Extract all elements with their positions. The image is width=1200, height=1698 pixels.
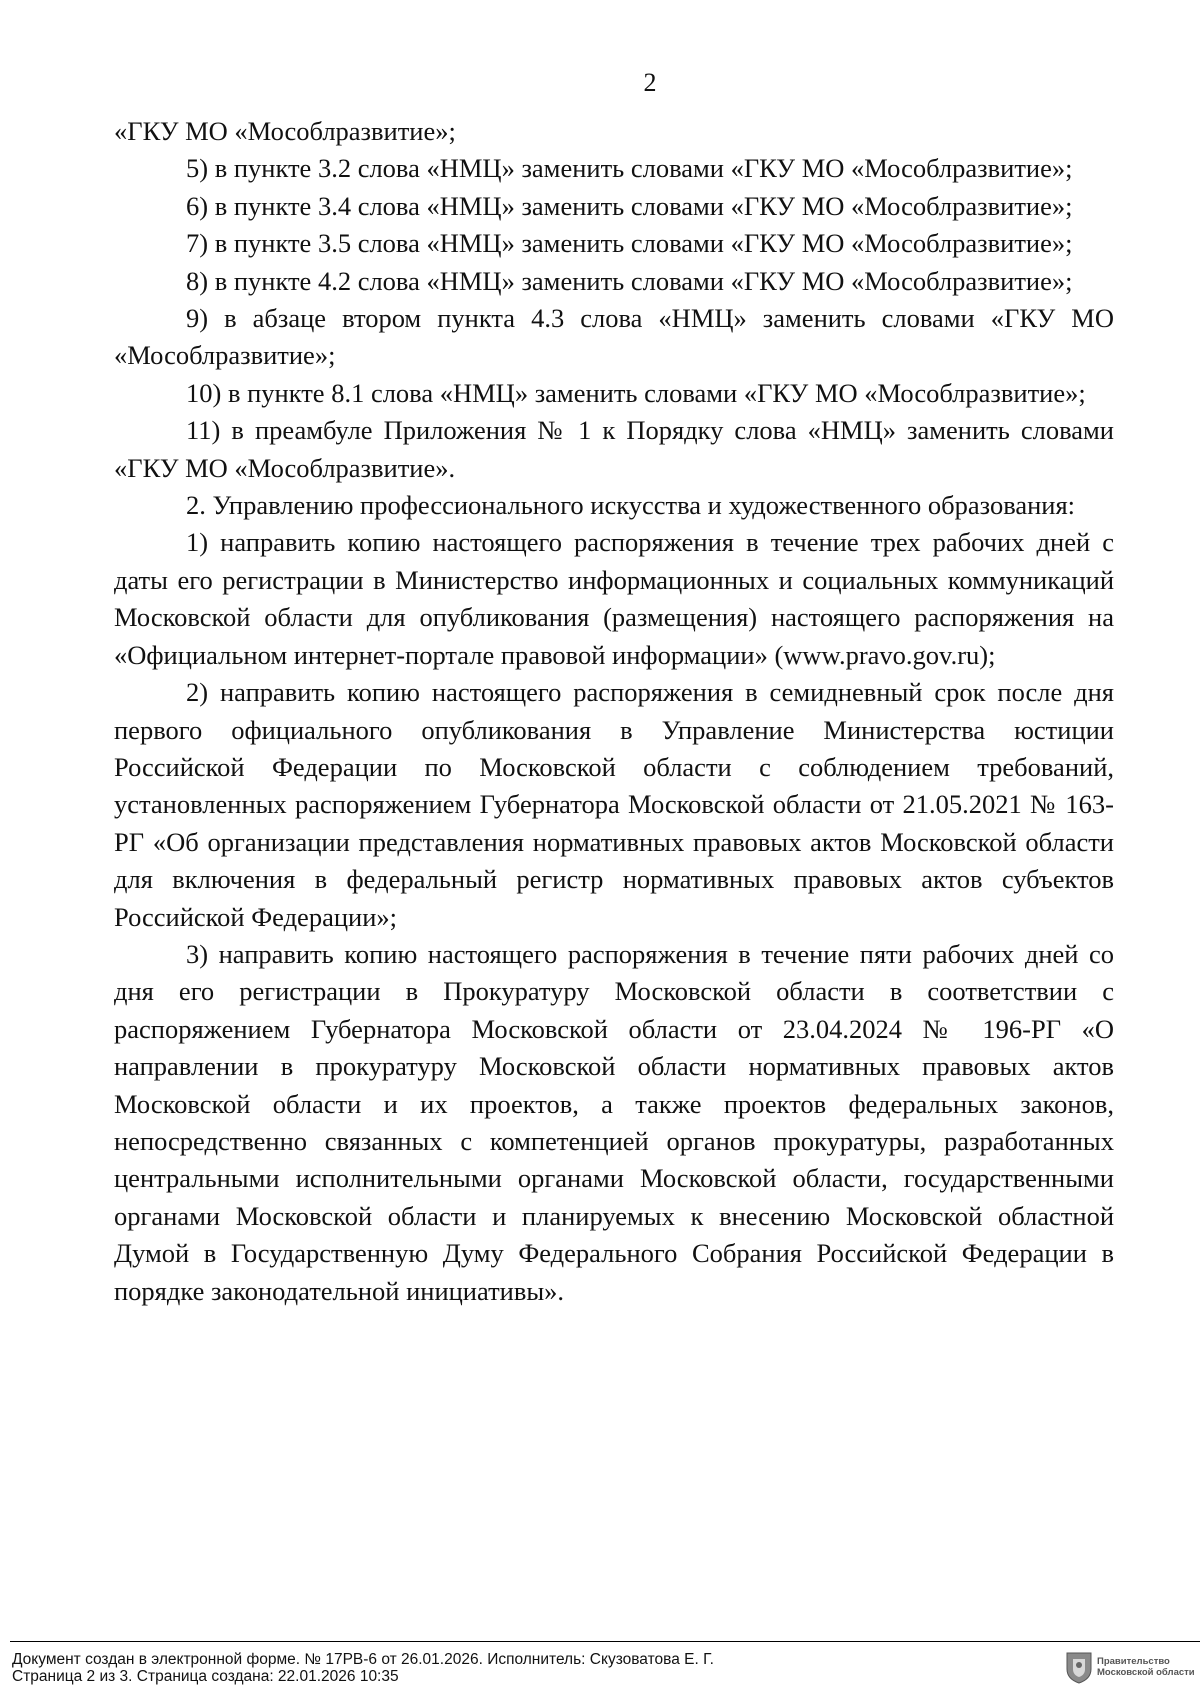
document-body <box>114 113 1114 1310</box>
paragraph: 11) в преамбуле Приложения № 1 к Порядку слова «НМЦ» заменить словами «ГКУ МО «Мособлразвитие». <box>114 415 1114 483</box>
paragraph: 2. Управлению профессионального искусства и художественного образования: <box>186 490 1076 521</box>
footer-document-info: Документ создан в электронной форме. № 17РВ-6 от 26.01.2026. Исполнитель: Скузоватова Е. Г. <box>12 1651 714 1668</box>
logo-line: Правительство <box>1097 1656 1170 1667</box>
paragraph: 10) в пункте 8.1 слова «НМЦ» заменить словами «ГКУ МО «Мособлразвитие»; <box>186 377 1086 408</box>
footer-info <box>12 1651 714 1685</box>
paragraph: 7) в пункте 3.5 слова «НМЦ» заменить словами «ГКУ МО «Мособлразвитие»; <box>186 228 1073 259</box>
paragraph: 9) в абзаце втором пункта 4.3 слова «НМЦ» заменить словами «ГКУ МО «Мособлразвитие»; <box>114 303 1114 371</box>
paragraph: 5) в пункте 3.2 слова «НМЦ» заменить словами «ГКУ МО «Мособлразвитие»; <box>186 153 1073 184</box>
paragraph: 3) направить копию настоящего распоряжения в течение пяти рабочих дней со дня его регистрации в Прокуратуру Московской области в соответствии с распоряжением Губернатора Московской области от 23.04.2024 № 196-РГ «О направлении в прокуратуру Московской области нормативных правовых актов Московской области и их проектов, а также проектов федеральных законов, непосредственно связанных с компетенцией органов прокуратуры, разработанных центральными исполнительными органами Московской области, государственными органами Московской области и планируемых к внесению Московской областной Думой в Государственную Думу Федерального Собрания Российской Федерации в порядке законодательной инициативы». <box>114 938 1114 1306</box>
logo-line: Московской области <box>1097 1667 1195 1678</box>
footer-page-info: Страница 2 из 3. Страница создана: 22.01.2026 10:35 <box>12 1668 399 1685</box>
paragraph: «ГКУ МО «Мособлразвитие»; <box>114 116 456 146</box>
coat-of-arms-icon <box>1065 1649 1093 1685</box>
paragraph: 6) в пункте 3.4 слова «НМЦ» заменить словами «ГКУ МО «Мособлразвитие»; <box>186 190 1073 221</box>
paragraph: 8) в пункте 4.2 слова «НМЦ» заменить словами «ГКУ МО «Мособлразвитие»; <box>186 265 1073 296</box>
paragraph: 2) направить копию настоящего распоряжения в семидневный срок после дня первого официального опубликования в Управление Министерства юстиции Российской Федерации по Московской области с соблюдением требований, установленных распоряжением Губернатора Московской области от 21.05.2021 № 163-РГ «Об организации представления нормативных правовых актов Московской области для включения в федеральный регистр нормативных правовых актов субъектов Российской Федерации»; <box>114 677 1114 932</box>
page-number: 2 <box>643 68 657 97</box>
logo-caption <box>1097 1656 1195 1678</box>
paragraph: 1) направить копию настоящего распоряжения в течение трех рабочих дней с даты его регистрации в Министерство информационных и социальных коммуникаций Московской области для опубликования (размещения) настоящего распоряжения на «Официальном интернет-портале правовой информации» (www.pravo.gov.ru); <box>114 527 1114 670</box>
footer-divider <box>10 1641 1200 1642</box>
government-logo <box>1065 1649 1195 1689</box>
